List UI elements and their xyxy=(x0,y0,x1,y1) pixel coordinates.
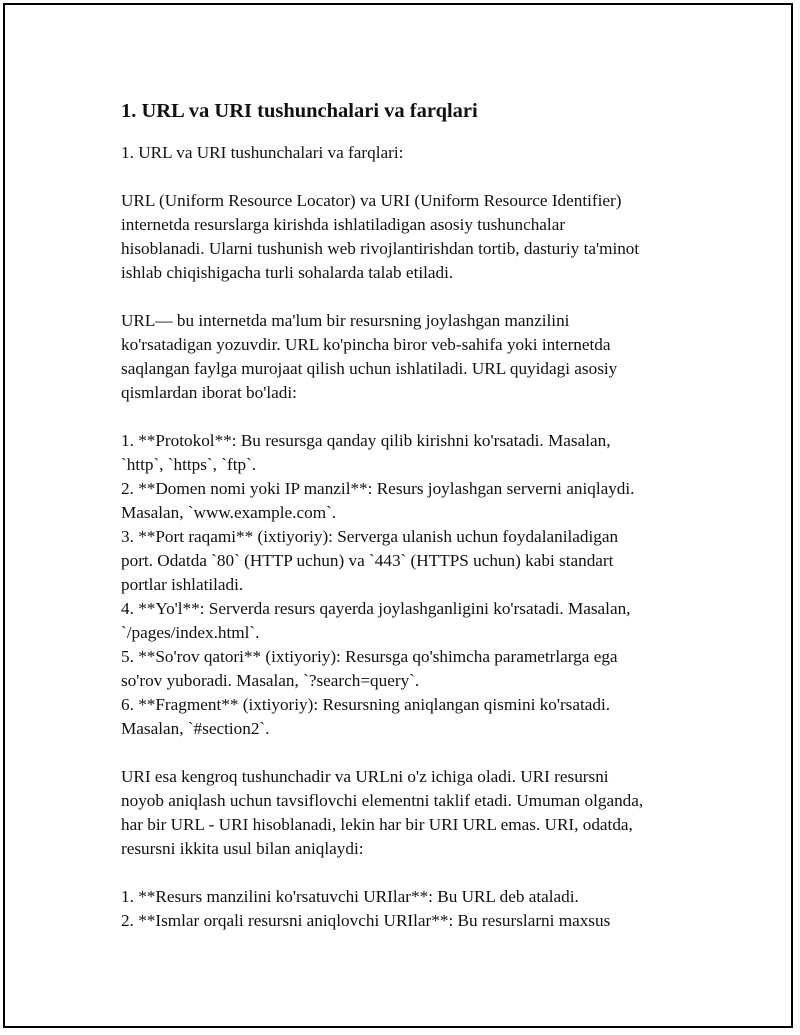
paragraph xyxy=(121,141,701,165)
paragraph xyxy=(121,885,701,933)
paragraph xyxy=(121,429,701,741)
text-line: noyob aniqlash uchun tavsiflovchi elementni taklif etadi. Umuman olganda, xyxy=(121,791,644,810)
text-line: saqlangan faylga murojaat qilish uchun ishlatiladi. URL quyidagi asosiy xyxy=(121,359,618,378)
text-line: har bir URL - URI hisoblanadi, lekin har bir URI URL emas. URI, odatda, xyxy=(121,815,633,834)
text-line: 4. **Yo'l**: Serverda resurs qayerda joylashganligini ko'rsatadi. Masalan, xyxy=(121,599,631,618)
text-line: internetda resurslarga kirishda ishlatiladigan asosiy tushunchalar xyxy=(121,215,566,234)
text-line: hisoblanadi. Ularni tushunish web rivojlantirishdan tortib, dasturiy ta'minot xyxy=(121,239,640,258)
paragraph-container xyxy=(121,141,701,933)
text-line: `http`, `https`, `ftp`. xyxy=(121,455,257,474)
text-line: 3. **Port raqami** (ixtiyoriy): Serverga ulanish uchun foydalaniladigan xyxy=(121,527,619,546)
text-line: so'rov yuboradi. Masalan, `?search=query`. xyxy=(121,671,420,690)
text-line: portlar ishlatiladi. xyxy=(121,575,244,594)
paragraph xyxy=(121,309,701,405)
text-line: resursni ikkita usul bilan aniqlaydi: xyxy=(121,839,364,858)
text-line: Masalan, `#section2`. xyxy=(121,719,270,738)
text-line: Masalan, `www.example.com`. xyxy=(121,503,337,522)
text-line: 2. **Domen nomi yoki IP manzil**: Resurs joylashgan serverni aniqlaydi. xyxy=(121,479,635,498)
text-line: 2. **Ismlar orqali resursni aniqlovchi URIlar**: Bu resurslarni maxsus xyxy=(121,911,611,930)
document-body xyxy=(121,97,701,957)
text-line: ko'rsatadigan yozuvdir. URL ko'pincha biror veb-sahifa yoki internetda xyxy=(121,335,611,354)
page-title: 1. URL va URI tushunchalari va farqlari xyxy=(121,100,478,122)
text-line: 1. **Protokol**: Bu resursga qanday qilib kirishni ko'rsatadi. Masalan, xyxy=(121,431,611,450)
text-line: port. Odatda `80` (HTTP uchun) va `443` (HTTPS uchun) kabi standart xyxy=(121,551,614,570)
text-line: 1. **Resurs manzilini ko'rsatuvchi URIlar**: Bu URL deb ataladi. xyxy=(121,887,579,906)
paragraph xyxy=(121,765,701,861)
text-line: ishlab chiqishigacha turli sohalarda talab etiladi. xyxy=(121,263,454,282)
text-line: qismlardan iborat bo'ladi: xyxy=(121,383,297,402)
text-line: URL— bu internetda ma'lum bir resursning joylashgan manzilini xyxy=(121,311,570,330)
text-line: 5. **So'rov qatori** (ixtiyoriy): Resursga qo'shimcha parametrlarga ega xyxy=(121,647,618,666)
paragraph xyxy=(121,189,701,285)
page-frame xyxy=(3,3,793,1028)
text-line: 6. **Fragment** (ixtiyoriy): Resursning aniqlangan qismini ko'rsatadi. xyxy=(121,695,611,714)
text-line: `/pages/index.html`. xyxy=(121,623,260,642)
text-line: URL (Uniform Resource Locator) va URI (Uniform Resource Identifier) xyxy=(121,191,622,210)
text-line: 1. URL va URI tushunchalari va farqlari: xyxy=(121,143,404,162)
text-line: URI esa kengroq tushunchadir va URLni o'z ichiga oladi. URI resursni xyxy=(121,767,609,786)
